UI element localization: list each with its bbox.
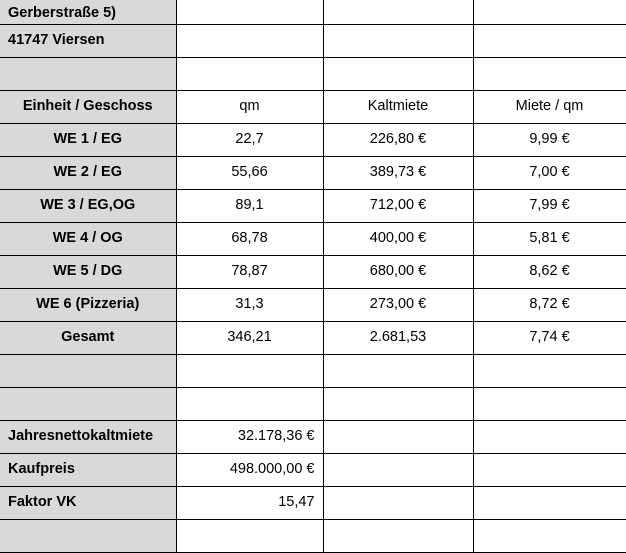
empty-cell	[176, 355, 323, 388]
address-line-2-cell: 41747 Viersen	[0, 25, 176, 58]
empty-cell	[323, 0, 473, 25]
row-miete-qm-value: 8,62 €	[473, 256, 626, 289]
column-header-kaltmiete: Kaltmiete	[323, 91, 473, 124]
column-header-qm: qm	[176, 91, 323, 124]
row-kaltmiete-value-total: 2.681,53	[323, 322, 473, 355]
summary-value-jahresnettokaltmiete: 32.178,36 €	[176, 421, 323, 454]
empty-cell	[473, 388, 626, 421]
spacer-label-cell	[0, 520, 176, 553]
table-row-spacer	[0, 355, 626, 388]
empty-cell	[323, 58, 473, 91]
spacer-label-cell	[0, 388, 176, 421]
row-miete-qm-value: 8,72 €	[473, 289, 626, 322]
table-row-partial	[0, 520, 626, 553]
row-kaltmiete-value: 226,80 €	[323, 124, 473, 157]
empty-cell	[176, 58, 323, 91]
row-unit-label: WE 4 / OG	[0, 223, 176, 256]
row-qm-value: 22,7	[176, 124, 323, 157]
row-miete-qm-value: 5,81 €	[473, 223, 626, 256]
empty-cell	[473, 0, 626, 25]
row-qm-value: 68,78	[176, 223, 323, 256]
empty-cell	[323, 388, 473, 421]
summary-label-faktor-vk: Faktor VK	[0, 487, 176, 520]
row-kaltmiete-value: 400,00 €	[323, 223, 473, 256]
empty-cell	[323, 25, 473, 58]
row-kaltmiete-value: 273,00 €	[323, 289, 473, 322]
table-row	[0, 289, 626, 322]
table-row-address-2	[0, 25, 626, 58]
empty-cell	[176, 388, 323, 421]
row-unit-label: WE 6 (Pizzeria)	[0, 289, 176, 322]
summary-value-kaufpreis: 498.000,00 €	[176, 454, 323, 487]
table-row-spacer	[0, 388, 626, 421]
summary-row	[0, 454, 626, 487]
row-miete-qm-value-total: 7,74 €	[473, 322, 626, 355]
row-miete-qm-value: 9,99 €	[473, 124, 626, 157]
row-qm-value: 89,1	[176, 190, 323, 223]
empty-cell	[323, 355, 473, 388]
row-kaltmiete-value: 389,73 €	[323, 157, 473, 190]
row-unit-label: WE 2 / EG	[0, 157, 176, 190]
empty-cell	[473, 355, 626, 388]
empty-cell	[323, 421, 473, 454]
row-qm-value: 78,87	[176, 256, 323, 289]
row-unit-label: WE 1 / EG	[0, 124, 176, 157]
row-kaltmiete-value: 680,00 €	[323, 256, 473, 289]
table-row	[0, 157, 626, 190]
empty-cell	[176, 0, 323, 25]
empty-cell	[473, 25, 626, 58]
empty-cell	[176, 25, 323, 58]
table-header-row	[0, 91, 626, 124]
column-header-miete-qm: Miete / qm	[473, 91, 626, 124]
row-miete-qm-value: 7,99 €	[473, 190, 626, 223]
summary-row	[0, 487, 626, 520]
table-row	[0, 124, 626, 157]
table-row-address	[0, 0, 626, 25]
summary-label-kaufpreis: Kaufpreis	[0, 454, 176, 487]
row-qm-value-total: 346,21	[176, 322, 323, 355]
address-cell	[0, 0, 176, 25]
spacer-label-cell	[0, 355, 176, 388]
table-row	[0, 190, 626, 223]
row-qm-value: 55,66	[176, 157, 323, 190]
table-row-spacer	[0, 58, 626, 91]
empty-cell	[176, 520, 323, 553]
empty-cell	[323, 520, 473, 553]
table-row	[0, 223, 626, 256]
table-row-total	[0, 322, 626, 355]
empty-cell	[473, 58, 626, 91]
empty-cell	[473, 487, 626, 520]
empty-cell	[323, 487, 473, 520]
row-qm-value: 31,3	[176, 289, 323, 322]
empty-cell	[473, 421, 626, 454]
summary-value-faktor-vk: 15,47	[176, 487, 323, 520]
row-unit-label: WE 3 / EG,OG	[0, 190, 176, 223]
column-header-unit: Einheit / Geschoss	[0, 91, 176, 124]
row-kaltmiete-value: 712,00 €	[323, 190, 473, 223]
empty-cell	[473, 454, 626, 487]
row-miete-qm-value: 7,00 €	[473, 157, 626, 190]
address-line-1: Gerberstraße 5)	[8, 5, 116, 22]
row-unit-label: WE 5 / DG	[0, 256, 176, 289]
table-row	[0, 256, 626, 289]
row-unit-label-total: Gesamt	[0, 322, 176, 355]
summary-label-jahresnettokaltmiete: Jahresnettokaltmiete	[0, 421, 176, 454]
empty-cell	[323, 454, 473, 487]
spacer-label-cell	[0, 58, 176, 91]
empty-cell	[473, 520, 626, 553]
summary-row	[0, 421, 626, 454]
